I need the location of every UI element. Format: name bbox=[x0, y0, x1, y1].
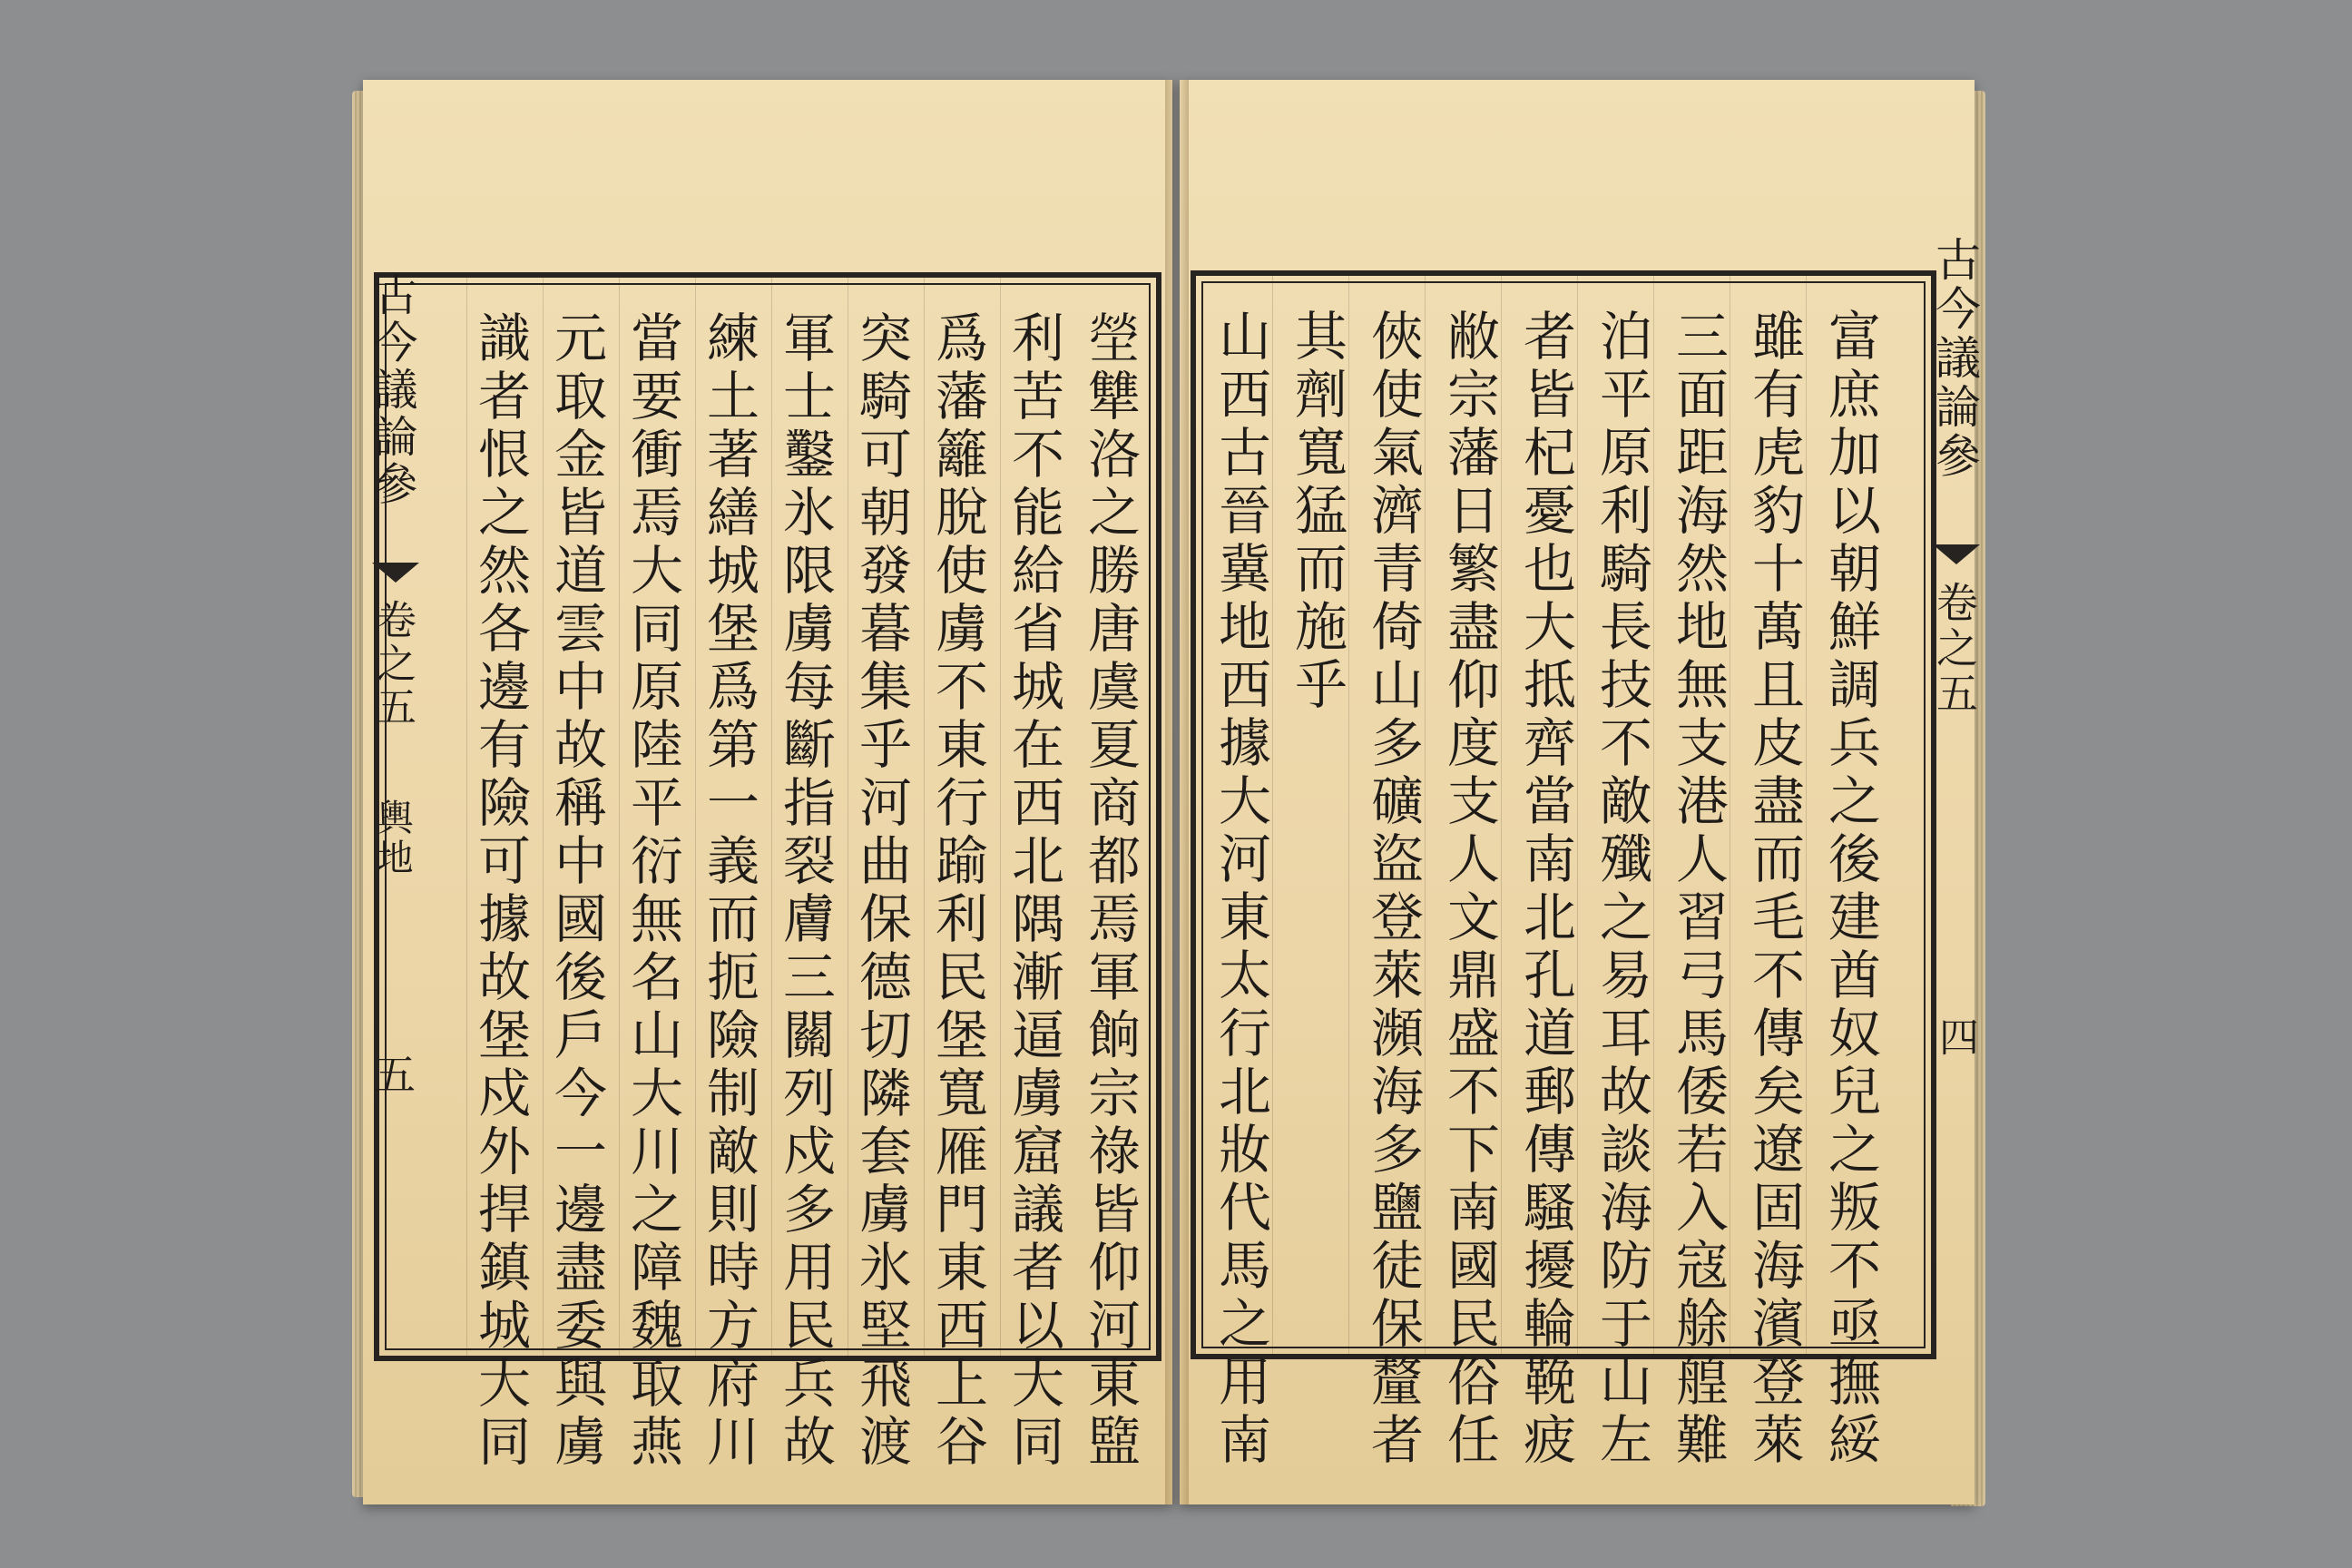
right-text-column: 富庶加以朝鮮調兵之後建酋奴兒之叛不亟撫綏 bbox=[1819, 309, 1881, 1470]
right-text-column: 俠使氣濟青倚山多礦盜登萊瀕海多鹽徒保釐者 bbox=[1362, 309, 1424, 1470]
left-text-column: 識者恨之然各邊有險可據故堡戍外捍鎮城大同 bbox=[469, 310, 531, 1472]
left-text-column: 爲藩籬脫使虜不東行踰利民堡寬雁門東西上谷 bbox=[926, 310, 988, 1472]
left-margin-title: 古今議論參 bbox=[367, 272, 417, 508]
book-gutter bbox=[1165, 80, 1189, 1504]
right-text-column: 敝宗藩日繁盡仰度支人文鼎盛不下南國民俗任 bbox=[1438, 309, 1500, 1470]
left-text-column: 練土著繕城堡爲第一義而扼險制敵則時方府川 bbox=[698, 310, 760, 1472]
left-text-column: 突騎可朝發暮集乎河曲保德切隣套虜氷堅飛渡 bbox=[850, 310, 912, 1472]
left-text-column: 元取金皆道雲中故稱中國後戶今一邊盡委與虜 bbox=[545, 310, 607, 1472]
left-text-column: 軍士鑿氷限虜每斷指裂膚三關列戍多用民兵故 bbox=[774, 310, 836, 1472]
left-text-column: 利苦不能給省城在西北隅漸逼虜窟議者以大同 bbox=[1003, 310, 1064, 1472]
right-text-column: 雖有虎豹十萬且皮盡而毛不傳矣遼固海濱登萊 bbox=[1743, 309, 1805, 1470]
left-text-frame bbox=[367, 272, 1161, 1472]
left-fish-tail bbox=[372, 563, 419, 583]
right-margin-title: 古今議論參 bbox=[1928, 236, 1981, 481]
left-text-column: 當要衝焉大同原陸平衍無名山大川之障魏取燕 bbox=[622, 310, 683, 1472]
right-fish-tail bbox=[1933, 544, 1980, 564]
right-text-column: 三面距海然地無支港人習弓馬倭若入寇艅艎難 bbox=[1667, 309, 1729, 1470]
left-text-column: 塋犨洛之勝唐虞夏商都焉軍餉宗祿皆仰河東盬 bbox=[1079, 310, 1141, 1472]
right-margin-volume: 卷之五 bbox=[1930, 581, 1979, 717]
left-margin-page-number: 五 bbox=[368, 1053, 416, 1098]
right-margin-page-number: 四 bbox=[1932, 1016, 1978, 1060]
right-text-column: 其劑寬猛而施乎 bbox=[1286, 309, 1348, 715]
left-margin-section: 輿地 bbox=[371, 799, 413, 878]
right-text-column: 山西古晉冀地西據大河東太行北妝代馬之用南 bbox=[1210, 309, 1271, 1470]
left-margin-volume: 卷之五 bbox=[369, 599, 416, 730]
right-text-column: 泊平原利騎長技不敵殲之易耳故談海防于山左 bbox=[1591, 309, 1652, 1470]
right-text-frame bbox=[1191, 270, 1936, 1470]
right-text-column: 者皆杞憂也大抵齊當南北孔道郵傳騷擾輪鞔疲 bbox=[1514, 309, 1576, 1470]
